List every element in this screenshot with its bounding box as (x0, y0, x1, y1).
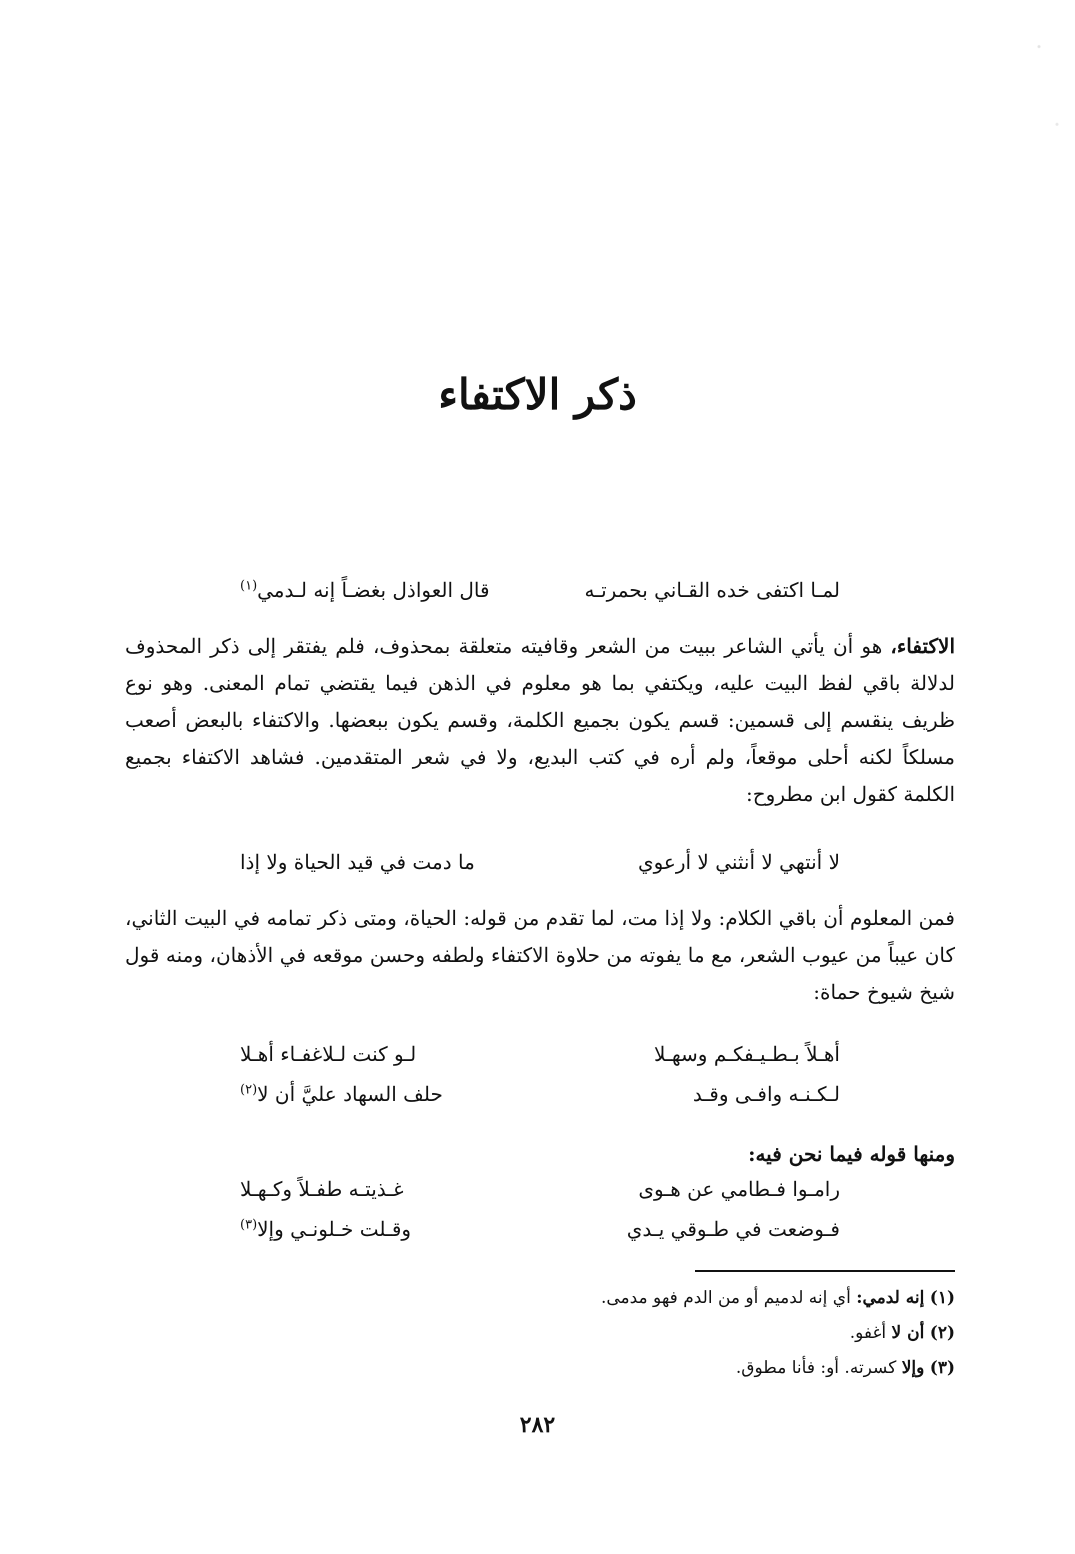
paragraph-1 (125, 628, 955, 813)
footnote-3 (125, 1358, 955, 1378)
footnote-3-text: كسرته. أو: فأنا مطوق. (735, 1358, 902, 1378)
verse-1 (240, 578, 840, 602)
verse-1-second-hemistich-wrap (240, 578, 490, 602)
page-number: ٢٨٢ (519, 1412, 556, 1438)
verse-4-line-1 (240, 1177, 840, 1201)
verse-3-line-1-first: أهـلاً بـطـيـفكـم وسهـلا (654, 1042, 840, 1066)
footnote-1 (125, 1288, 955, 1308)
verse-4-line-2-second: وقـلت خـلونـي وإلا (257, 1217, 412, 1241)
footnote-3-head: وإلا (901, 1358, 925, 1378)
verse-3-line-2-first: لـكـنـه وافـى وقـد (692, 1082, 840, 1106)
verse-4-line-2-first: فـوضعت في طـوقي يـدي (626, 1217, 840, 1241)
term-iktifa: الاكتفاء، (890, 634, 955, 658)
page-edge-speckle (955, 0, 1075, 1554)
footnote-ref-3: (٣) (240, 1217, 258, 1233)
verse-4-line-2-second-wrap (240, 1217, 411, 1241)
footnote-ref-1: (١) (240, 578, 258, 594)
paragraph-1-text: هو أن يأتي الشاعر ببيت من الشعر وقافيته متعلقة بمحذوف، فلم يفتقر إلى ذكر المحذوف لدلالة باقي لفظ البيت عليه، ويكتفي بما هو معلوم في الذهن فيما يقتضي تمام المعنى. وهو نوع ظريف ينقسم إلى قسمين: قسم يكون بجميع الكلمة، وقسم يكون ببعضها. والاكتفاء بالبعض أصعب مسلكاً لكنه أحلى موقعاً، ولم أره في كتب البديع، ولا في شعر المتقدمين. فشاهد الاكتفاء بجميع الكلمة كقول ابن مطروح: (125, 634, 955, 806)
footnote-1-text: أي إنه لدميم أو من الدم فهو مدمى. (600, 1288, 857, 1308)
intro-line: ومنها قوله فيما نحن فيه: (748, 1142, 955, 1166)
paragraph-2-text: فمن المعلوم أن باقي الكلام: ولا إذا مت، لما تقدم من قوله: الحياة، ومتى ذكر تمامه في البيت الثاني، كان عيباً من عيوب الشعر، مع ما يفوته من حلاوة الاكتفاء ولطفه وحسن موقعه في الأذهان، ومنه قول شيخ شيوخ حماة: (125, 906, 955, 1004)
verse-3-line-1-second: لـو كنت لـلاغفـاء أهـلا (240, 1042, 417, 1066)
footnote-1-number: (١) (929, 1288, 955, 1308)
verse-4-line-1-first: رامـوا فـطامي عن هـوى (638, 1177, 840, 1201)
verse-4-line-2 (240, 1217, 840, 1241)
footnote-divider (695, 1270, 955, 1272)
footnote-1-head: إنه لدمي: (856, 1288, 925, 1308)
verse-3-line-2-second: حلف السهاد عليَّ أن لا (257, 1082, 443, 1106)
verse-3-line-1 (240, 1042, 840, 1066)
verse-1-second-hemistich: قال العواذل بغضـاً إنه لـدمي (257, 578, 490, 602)
paragraph-2 (125, 900, 955, 1011)
verse-3-line-2-second-wrap (240, 1082, 443, 1106)
footnote-3-number: (٣) (929, 1358, 955, 1378)
footnote-ref-2: (٢) (240, 1082, 258, 1098)
verse-2 (240, 850, 840, 874)
verse-2-first-hemistich: لا أنتهي لا أنثني لا أرعوي (637, 850, 840, 874)
verse-2-second-hemistich: ما دمت في قيد الحياة ولا إذا (240, 850, 475, 874)
page-title: ذكر الاكتفاء (438, 370, 637, 419)
verse-1-first-hemistich: لمـا اكتفى خده القـاني بحمرتـه (584, 578, 840, 602)
footnote-2-text: أغفو. (849, 1323, 892, 1343)
footnote-2-number: (٢) (929, 1323, 955, 1343)
footnote-2-head: أن لا (891, 1323, 925, 1343)
verse-3-line-2 (240, 1082, 840, 1106)
verse-4-line-1-second: غـذيتـه طفـلاً وكـهـلا (240, 1177, 404, 1201)
footnote-2 (125, 1323, 955, 1343)
